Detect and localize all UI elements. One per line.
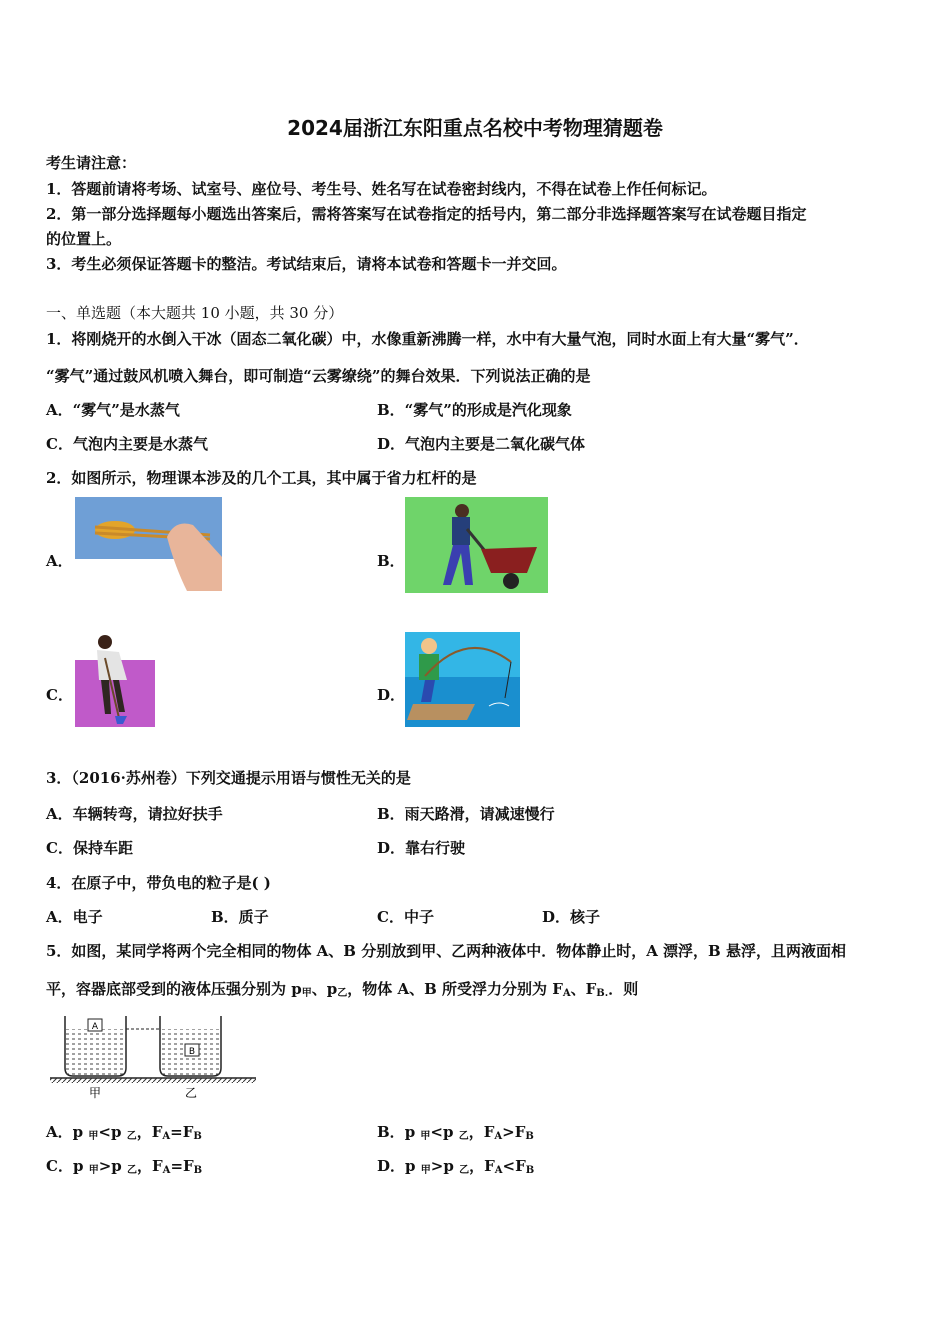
subscript: 乙: [126, 1131, 137, 1142]
q1-option-d: D．气泡内主要是二氧化碳气体: [377, 435, 586, 453]
q5-option-d: [377, 1155, 534, 1176]
q4-option-c: C．中子: [377, 908, 434, 926]
comma: ，: [137, 1157, 153, 1175]
q5-option-b: [377, 1121, 534, 1142]
subscript: 乙: [127, 1165, 137, 1176]
option-label: A．: [46, 1123, 73, 1141]
q5-option-a: [46, 1121, 202, 1142]
q5-text: 、p: [311, 980, 338, 998]
page-title: 2024届浙江东阳重点名校中考物理猜题卷: [287, 116, 663, 140]
q3-option-d: D．靠右行驶: [377, 839, 466, 857]
q5-stem: 5．如图，某同学将两个完全相同的物体 A、B 分别放到甲、乙两种液体中．物体静止时，A 漂浮，B 悬浮，且两液面相: [46, 942, 846, 960]
notice-item: 3．考生必须保证答题卡的整洁。考试结束后，请将本试卷和答题卡一并交回。: [46, 255, 567, 273]
var-f: F: [151, 1123, 163, 1141]
q1-option-a: A．“雾气”是水蒸气: [46, 401, 180, 419]
comma: ，: [468, 1123, 484, 1141]
subscript: B.: [596, 988, 609, 999]
q4-option-a: A．电子: [46, 908, 103, 926]
subscript: A: [162, 1131, 171, 1142]
subscript: A: [494, 1165, 503, 1176]
op: <: [430, 1123, 443, 1141]
subscript: B: [193, 1131, 202, 1142]
subscript: 甲: [88, 1131, 99, 1142]
subscript: B: [525, 1165, 535, 1176]
var-f: F: [514, 1123, 526, 1141]
var-f: F: [484, 1157, 495, 1175]
q1-stem: “雾气”通过鼓风机喷入舞台，即可制造“云雾缭绕”的舞台效果．下列说法正确的是: [46, 367, 591, 385]
q4-option-d: D．核子: [542, 908, 601, 926]
subscript: B: [193, 1165, 203, 1176]
section-heading: 一、单选题（本大题共 10 小题，共 30 分）: [46, 304, 344, 322]
fishing-image: [405, 632, 520, 727]
notice-item: 1．答题前请将考场、试室号、座位号、考生号、姓名写在试卷密封线内，不得在试卷上作任何标记。: [46, 180, 717, 198]
q5-option-c: [46, 1155, 202, 1176]
var-p: p: [110, 1123, 122, 1141]
diagram-label-b: B: [188, 1047, 196, 1057]
var-p: p: [111, 1157, 122, 1175]
diagram-label-yi: 乙: [184, 1086, 198, 1100]
notice-heading: 考生请注意：: [46, 154, 137, 172]
q4-option-b: B．质子: [211, 908, 269, 926]
var-f: F: [515, 1157, 526, 1175]
q1-stem: 1．将刚烧开的水倒入干冰（固态二氧化碳）中，水像重新沸腾一样，水中有大量气泡，同时水面上有大量“雾气”．: [46, 330, 809, 348]
q3-stem: 3．（2016·苏州卷）下列交通提示用语与惯性无关的是: [46, 769, 411, 787]
option-label: B．: [377, 1123, 405, 1141]
op: >: [98, 1157, 112, 1175]
diagram-label-jia: 甲: [88, 1086, 102, 1100]
q3-option-a: A．车辆转弯，请拉好扶手: [46, 805, 223, 823]
var-f: F: [152, 1157, 163, 1175]
subscript: 乙: [458, 1131, 469, 1142]
q4-stem: 4．在原子中，带负电的粒子是( ): [46, 874, 271, 892]
notice-item: 2．第一部分选择题每小题选出答案后，需将答案写在试卷指定的括号内，第二部分非选择题答案写在试卷题目指定: [46, 205, 807, 223]
var-p: p: [404, 1123, 416, 1141]
q2-option-c: C．: [46, 686, 73, 704]
var-p: p: [443, 1123, 454, 1141]
subscript: A: [562, 988, 571, 999]
diagram-label-a: A: [91, 1022, 99, 1032]
broom-image: [75, 632, 155, 727]
subscript: 甲: [88, 1165, 99, 1176]
comma: ，: [469, 1157, 485, 1175]
q5-stem-line2: [46, 978, 638, 999]
subscript: 甲: [420, 1165, 431, 1176]
q2-option-a: A．: [46, 552, 73, 570]
q3-option-c: C．保持车距: [46, 839, 133, 857]
subscript: 乙: [337, 988, 348, 999]
containers-diagram: [48, 1012, 260, 1102]
var-p: p: [72, 1123, 84, 1141]
var-p: p: [405, 1157, 416, 1175]
subscript: A: [494, 1131, 503, 1142]
subscript: A: [162, 1165, 171, 1176]
subscript: 乙: [459, 1165, 470, 1176]
subscript: B: [525, 1131, 534, 1142]
q1-option-b: B．“雾气”的形成是汽化现象: [377, 401, 572, 419]
q2-option-b: B．: [377, 552, 405, 570]
op: =: [170, 1123, 183, 1141]
var-f: F: [182, 1123, 194, 1141]
var-p: p: [443, 1157, 454, 1175]
op: <: [98, 1123, 111, 1141]
var-p: p: [72, 1157, 84, 1175]
var-f: F: [183, 1157, 194, 1175]
q3-option-b: B．雨天路滑，请减速慢行: [377, 805, 555, 823]
q2-option-d: D．: [377, 686, 406, 704]
q5-text: ．则: [608, 980, 639, 998]
q5-text: 平，容器底部受到的液体压强分别为 p: [46, 980, 302, 998]
option-label: D．: [377, 1157, 406, 1175]
op: >: [502, 1123, 515, 1141]
op: <: [502, 1157, 516, 1175]
subscript: 甲: [301, 988, 312, 999]
var-f: F: [483, 1123, 495, 1141]
op: >: [430, 1157, 444, 1175]
q5-text: 、F: [570, 980, 597, 998]
comma: ，: [136, 1123, 152, 1141]
q1-option-c: C．气泡内主要是水蒸气: [46, 435, 208, 453]
q5-text: ，物体 A、B 所受浮力分别为 F: [347, 980, 563, 998]
chopsticks-image: [75, 497, 222, 591]
q2-stem: 2．如图所示，物理课本涉及的几个工具，其中属于省力杠杆的是: [46, 469, 477, 487]
notice-item: 的位置上。: [46, 230, 122, 248]
op: =: [170, 1157, 184, 1175]
wheelbarrow-image: [405, 497, 548, 593]
option-label: C．: [46, 1157, 73, 1175]
subscript: 甲: [420, 1131, 431, 1142]
